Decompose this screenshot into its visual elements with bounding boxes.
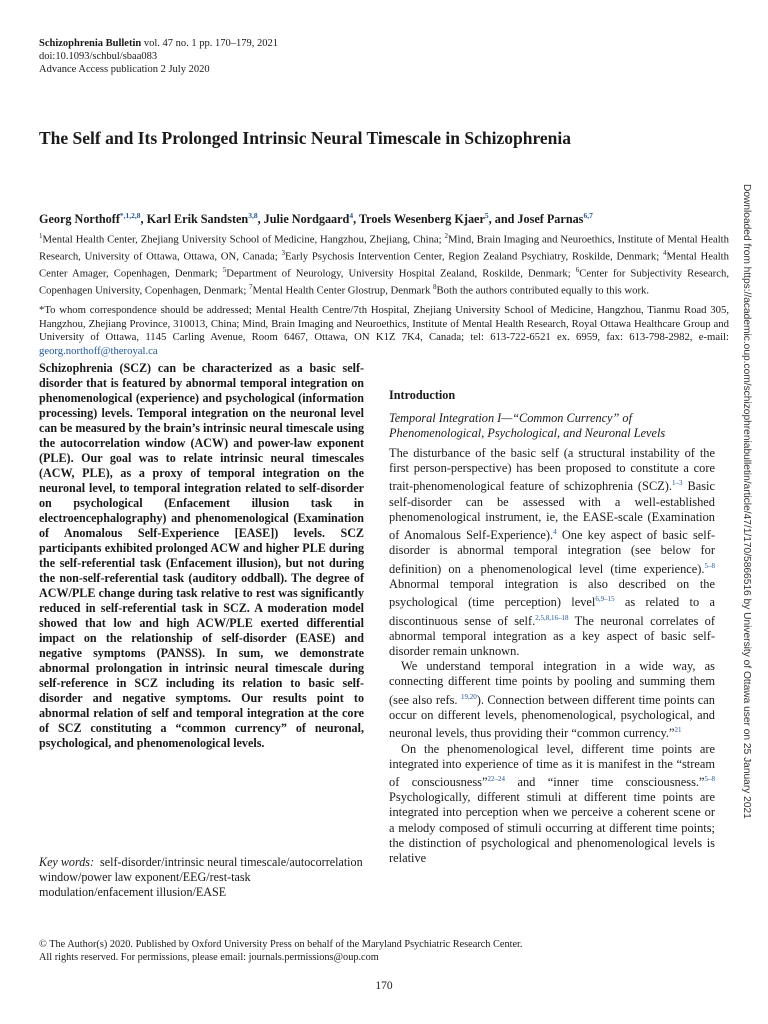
citation-ref[interactable]: 5–8 — [704, 561, 715, 570]
journal-citation: vol. 47 no. 1 pp. 170–179, 2021 — [141, 38, 278, 49]
intro-paragraph-1: The disturbance of the basic self (a structural instability of the first person-perspective) has been proposed to constitute a core trait-phenomenological feature of schizophrenia (SCZ).$^{1-3}$ Basic self-disorder can be assessed with a well-established phenomenological instrument, ie, the EASE-scale (Examination of Anomalous Self-Experience).$^4$ One key aspect of basic self-disorder is abnormal temporal integration (see below for definition) on a phenomenological level (time experience).$^{5-8}$ Abnormal temporal integration is also described on the psychological (time perception) level$^{6,9-15}$ as related to a discontinuous sense of self.$^{2,5,8,16-18}$ The neuronal correlates of abnormal temporal integration as a key aspect of basic self-disorder remain unknown. — [389, 446, 715, 659]
citation-ref[interactable]: 21 — [674, 726, 682, 735]
author-list: Georg Northoff$^{*,1,2,8}$, Karl Erik Sandsten$^{3,8}$, Julie Nordgaard$^4$, Troels Wesenberg Kjaer$^5$, and Josef Parnas$^{6,7}$ — [39, 211, 593, 227]
journal-name: Schizophrenia Bulletin — [39, 38, 142, 49]
citation-ref[interactable]: 6,9–15 — [595, 595, 615, 604]
author-affil-ref[interactable]: 3,8 — [248, 211, 258, 220]
author[interactable]: Julie Nordgaard$^4$ — [263, 211, 354, 227]
section-heading: Introduction — [389, 388, 456, 402]
citation-ref[interactable]: 4 — [553, 528, 557, 537]
keywords-text: self-disorder/intrinsic neural timescale/autocorrelation window/power law exponent/EEG/rest-task modulation/enfacement illusion/EASE — [39, 855, 363, 899]
advance-access: Advance Access publication 2 July 2020 — [39, 64, 210, 75]
author[interactable]: Troels Wesenberg Kjaer$^5$ — [358, 211, 489, 227]
correspondence: *To whom correspondence should be addressed; Mental Health Centre/7th Hospital, Zhejiang University School of Medicine, Hangzhou, Tianmu Road 305, Hangzhou, Zhejiang Province, 310013, China; Mind, Brain Imaging and Neuroethics, Institute of Mental Health Research, Royal Ottawa Healthcare Group and University of Ottawa, 1145 Carling Avenue, Room 6467, Ottawa, ON K1Z 7K4, Canada; tel: 613-722-6521 ex. 6959, fax: 613-798-2982, e-mail: georg.northoff@theroyal.ca — [39, 304, 729, 357]
citation-ref[interactable]: 2,5,8,16–18 — [535, 613, 569, 622]
author-affil-ref[interactable]: 5 — [484, 211, 489, 220]
author[interactable]: Karl Erik Sandsten$^{3,8}$ — [146, 211, 258, 227]
citation-ref[interactable]: 1–3 — [672, 479, 683, 488]
abstract: Schizophrenia (SCZ) can be characterized as a basic self-disorder that is featured by abnormal temporal integration on phenomenological (experience) and psychological (information processing) levels. Temporal integration on the neuronal level can be measured by the brain’s intrinsic neural timescale using the autocorrelation window (ACW) and power-law exponent (PLE). Our goal was to relate intrinsic neural timescales (ACW, PLE), as a proxy of temporal integration on the neuronal level, to temporal integration related to self-disorder on psychological (Enfacement illusion task in electroencephalography) and phenomenological (Examination of Anomalous Self-Experience [EASE]) levels. SCZ participants exhibited prolonged ACW and higher PLE during the self-referential task (Enfacement illusion), but not during the non-self-referential task (auditory oddball). The degree of ACW/PLE change during task relative to rest was significantly reduced in self-referential task in SCZ. A moderation model showed that low and high ACW/PLE exerted differential impact on the relationship of self-disorder (EASE) and negative symptoms (PANSS). In sum, we demonstrate abnormal prolongation in intrinsic neural timescale during self-reference in SCZ including its relation to basic self-disorder and negative symptoms. Our results point to abnormal relation of self and temporal integration at the core of SCZ constituting a “common currency” of neuronal, psychological, and phenomenological levels. — [39, 361, 364, 750]
page-number: 170 — [375, 980, 393, 992]
download-watermark: Downloaded from https://academic.oup.com/schizophreniabulletin/article/47/1/170/5866516 by University of Ottawa user on 25 January 2021 — [741, 184, 752, 819]
keywords-label: Key words: — [39, 855, 94, 869]
introduction-column — [389, 388, 715, 866]
citation-ref[interactable]: 5–8 — [704, 774, 715, 783]
author[interactable]: Josef Parnas$^{6,7}$ — [517, 211, 593, 227]
author-affil-ref[interactable]: *,1,2,8 — [119, 211, 141, 220]
doi[interactable]: doi:10.1093/schbul/sbaa083 — [39, 51, 158, 62]
author-affil-ref[interactable]: 6,7 — [583, 211, 593, 220]
intro-paragraph-3: On the phenomenological level, different time points are integrated into experience of time as it is manifest in the “stream of consciousness”$^{22-24}$ and “inner time consciousness.”$^{5-8}$ Psychologically, different stimuli at different time points are integrated into perception when we perceive a coherent scene or a melody composed of stimuli occurring at different time points; the distinction of psychological and phenomenological levels is relative — [389, 741, 715, 866]
author[interactable]: Georg Northoff$^{*,1,2,8}$ — [39, 211, 141, 227]
subsection-heading: Temporal Integration I—“Common Currency” of Phenomenological, Psychological, and Neuronal Levels — [389, 411, 666, 440]
citation-ref[interactable]: 22–24 — [487, 774, 505, 783]
article-title: The Self and Its Prolonged Intrinsic Neural Timescale in Schizophrenia — [39, 128, 572, 148]
affiliations: $^1$Mental Health Center, Zhejiang University School of Medicine, Hangzhou, Zhejiang, China; $^2$Mind, Brain Imaging and Neuroethics, Institute of Mental Health Research, University of Ottawa, Ottawa, ON, Canada; $^3$Early Psychosis Intervention Center, Region Zealand Psychiatry, Roskilde, Denmark; $^4$Mental Health Center Amager, Copenhagen, Denmark; $^5$Department of Neurology, University Hospital Zealand, Roskilde, Denmark; $^6$Center for Subjectivity Research, Copenhagen University, Copenhagen, Denmark; $^7$Mental Health Center Glostrup, Denmark $^8$Both the authors contributed equally to this work. — [39, 232, 729, 297]
keywords — [39, 855, 364, 900]
author-affil-ref[interactable]: 4 — [349, 211, 354, 220]
journal-meta — [39, 37, 278, 76]
intro-paragraph-2: We understand temporal integration in a wide way, as connecting different time points by pooling and summing them (see also refs. $^{19,20}$). Connection between different time points can occur on different levels, phenomenological, psychological, and neuronal levels, thus providing their “common currency.”$^{21}$ — [389, 659, 716, 741]
copyright-notice: © The Author(s) 2020. Published by Oxford University Press on behalf of the Maryland Psychiatric Research Center. All rights reserved. For permissions, please email: journals.permissions@oup.com — [39, 939, 523, 963]
email-link[interactable]: georg.northoff@theroyal.ca — [39, 344, 158, 357]
citation-ref[interactable]: 19,20 — [460, 692, 477, 701]
